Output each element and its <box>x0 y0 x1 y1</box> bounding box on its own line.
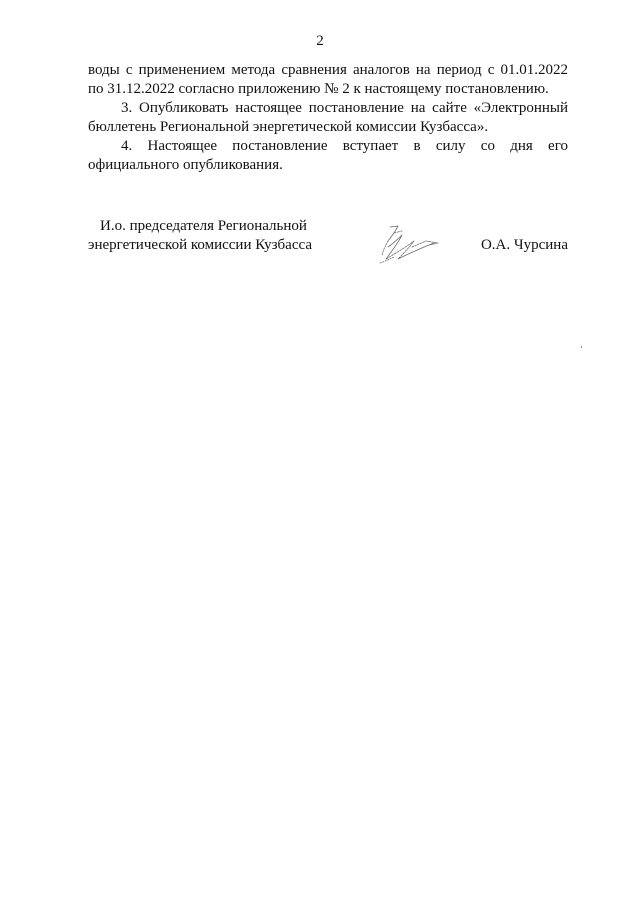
paragraph-publish <box>88 99 568 137</box>
paragraph-line: по 31.12.2022 согласно приложению № 2 к настоящему постановлению. <box>88 81 549 97</box>
paragraph-tariff-period <box>88 61 568 99</box>
handwritten-signature <box>368 217 458 269</box>
signature-block <box>88 217 568 277</box>
page-number: 2 <box>316 33 324 49</box>
paragraph-line: 3. Опубликовать настоящее постановление на сайте «Электронный <box>121 100 568 116</box>
scan-speck <box>581 346 582 348</box>
signer-name: О.А. Чурсина <box>480 237 568 253</box>
paragraph-line: воды с применением метода сравнения аналогов на период с 01.01.2022 <box>88 62 568 78</box>
paragraph-line: официального опубликования. <box>88 157 283 173</box>
document-body <box>88 61 568 175</box>
signer-title <box>88 217 348 255</box>
paragraph-line: бюллетень Региональной энергетической комиссии Кузбасса». <box>88 119 489 135</box>
signer-title-line: И.о. председателя Региональной <box>100 218 307 234</box>
paragraph-line: 4. Настоящее постановление вступает в силу со дня его <box>121 138 568 154</box>
paragraph-effective-date <box>88 137 568 175</box>
signer-title-line: энергетической комиссии Кузбасса <box>88 237 312 253</box>
